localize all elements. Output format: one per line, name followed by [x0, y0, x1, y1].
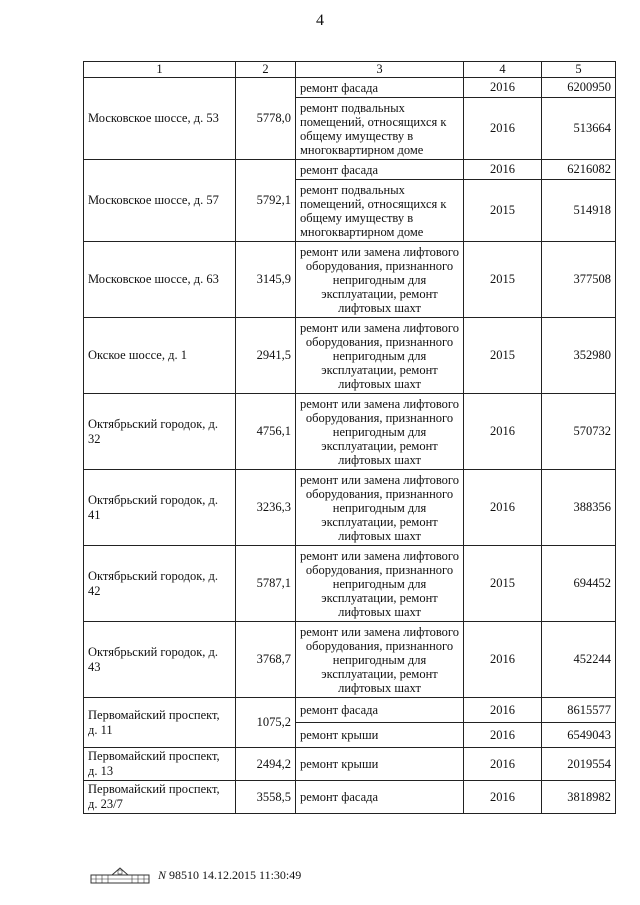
cost-cell: 352980	[542, 318, 616, 394]
area-cell: 4756,1	[236, 394, 296, 470]
year-cell: 2016	[464, 698, 542, 723]
year-cell: 2016	[464, 98, 542, 160]
work-cell: ремонт подвальных помещений, относящихся к общему имуществу в многоквартирном доме	[296, 180, 464, 242]
address-cell: Окское шоссе, д. 1	[84, 318, 236, 394]
work-cell: ремонт фасада	[296, 781, 464, 814]
work-cell: ремонт фасада	[296, 698, 464, 723]
header-row	[84, 62, 616, 78]
cost-cell: 452244	[542, 622, 616, 698]
cost-cell: 6216082	[542, 160, 616, 180]
year-cell: 2015	[464, 180, 542, 242]
work-cell: ремонт или замена лифтового оборудования, признанного непригодным для эксплуатации, ремонт лифтовых шахт	[296, 394, 464, 470]
table-row	[84, 78, 616, 98]
cost-cell: 2019554	[542, 748, 616, 781]
table-row	[84, 394, 616, 470]
address-cell: Московское шоссе, д. 57	[84, 160, 236, 242]
year-cell: 2016	[464, 394, 542, 470]
work-cell: ремонт фасада	[296, 78, 464, 98]
header-cell: 2	[236, 62, 296, 78]
year-cell: 2016	[464, 622, 542, 698]
header-cell: 3	[296, 62, 464, 78]
header-cell: 5	[542, 62, 616, 78]
cost-cell: 694452	[542, 546, 616, 622]
address-cell: Октябрьский городок, д. 42	[84, 546, 236, 622]
table-row	[84, 748, 616, 781]
document-code: N 98510 14.12.2015 11:30:49	[158, 867, 302, 882]
area-cell: 1075,2	[236, 698, 296, 748]
work-cell: ремонт крыши	[296, 723, 464, 748]
year-cell: 2016	[464, 78, 542, 98]
address-cell: Московское шоссе, д. 63	[84, 242, 236, 318]
cost-cell: 377508	[542, 242, 616, 318]
work-cell: ремонт или замена лифтового оборудования, признанного непригодным для эксплуатации, ремонт лифтовых шахт	[296, 242, 464, 318]
footer	[90, 864, 301, 886]
work-cell: ремонт фасада	[296, 160, 464, 180]
year-cell: 2015	[464, 546, 542, 622]
header-cell: 4	[464, 62, 542, 78]
address-cell: Первомайский проспект, д. 11	[84, 698, 236, 748]
table-row	[84, 470, 616, 546]
work-cell: ремонт крыши	[296, 748, 464, 781]
address-cell: Октябрьский городок, д. 43	[84, 622, 236, 698]
cost-cell: 6549043	[542, 723, 616, 748]
address-cell: Первомайский проспект, д. 23/7	[84, 781, 236, 814]
work-cell: ремонт или замена лифтового оборудования, признанного непригодным для эксплуатации, ремонт лифтовых шахт	[296, 470, 464, 546]
table-row	[84, 160, 616, 180]
cost-cell: 6200950	[542, 78, 616, 98]
cost-cell: 8615577	[542, 698, 616, 723]
year-cell: 2016	[464, 723, 542, 748]
cost-cell: 570732	[542, 394, 616, 470]
year-cell: 2016	[464, 781, 542, 814]
document-logo-icon	[90, 865, 150, 885]
year-cell: 2016	[464, 160, 542, 180]
year-cell: 2015	[464, 242, 542, 318]
page-number: 4	[316, 12, 324, 29]
area-cell: 5787,1	[236, 546, 296, 622]
work-cell: ремонт или замена лифтового оборудования, признанного непригодным для эксплуатации, ремонт лифтовых шахт	[296, 622, 464, 698]
document-code-value: 98510 14.12.2015 11:30:49	[169, 867, 302, 882]
cost-cell: 514918	[542, 180, 616, 242]
cost-cell: 388356	[542, 470, 616, 546]
table-row	[84, 242, 616, 318]
area-cell: 5778,0	[236, 78, 296, 160]
header-cell: 1	[84, 62, 236, 78]
table-row	[84, 622, 616, 698]
area-cell: 5792,1	[236, 160, 296, 242]
table-row	[84, 546, 616, 622]
work-cell: ремонт или замена лифтового оборудования, признанного непригодным для эксплуатации, ремонт лифтовых шахт	[296, 546, 464, 622]
address-cell: Октябрьский городок, д. 41	[84, 470, 236, 546]
year-cell: 2015	[464, 318, 542, 394]
work-cell: ремонт или замена лифтового оборудования, признанного непригодным для эксплуатации, ремонт лифтовых шахт	[296, 318, 464, 394]
year-cell: 2016	[464, 748, 542, 781]
area-cell: 3768,7	[236, 622, 296, 698]
table-row	[84, 781, 616, 814]
work-cell: ремонт подвальных помещений, относящихся к общему имуществу в многоквартирном доме	[296, 98, 464, 160]
address-cell: Октябрьский городок, д. 32	[84, 394, 236, 470]
area-cell: 2941,5	[236, 318, 296, 394]
cost-cell: 513664	[542, 98, 616, 160]
area-cell: 3558,5	[236, 781, 296, 814]
address-cell: Первомайский проспект, д. 13	[84, 748, 236, 781]
table-row	[84, 318, 616, 394]
table-row	[84, 698, 616, 723]
cost-cell: 3818982	[542, 781, 616, 814]
area-cell: 3145,9	[236, 242, 296, 318]
area-cell: 3236,3	[236, 470, 296, 546]
year-cell: 2016	[464, 470, 542, 546]
repair-table	[83, 61, 616, 814]
area-cell: 2494,2	[236, 748, 296, 781]
address-cell: Московское шоссе, д. 53	[84, 78, 236, 160]
